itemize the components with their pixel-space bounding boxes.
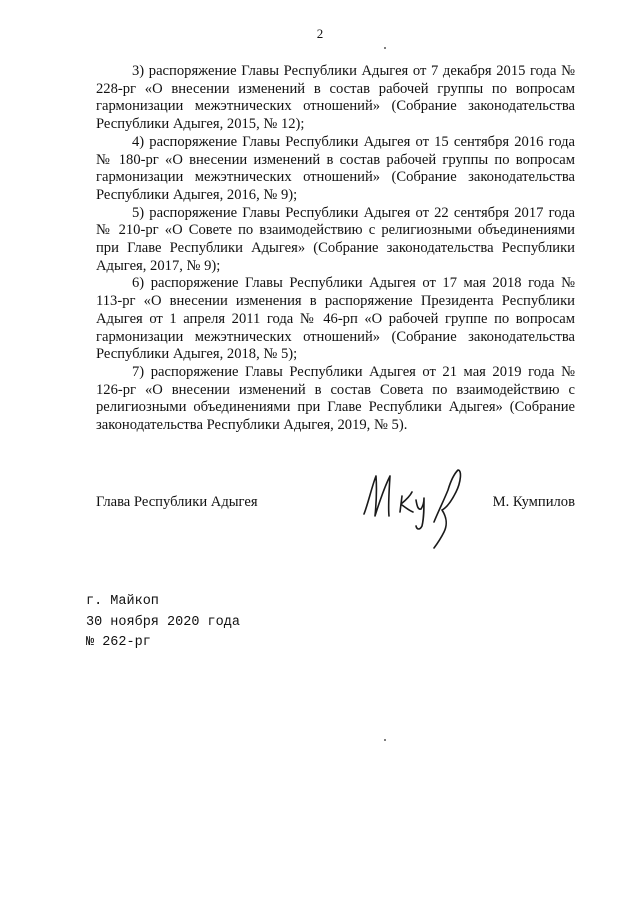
scan-speck [384, 739, 386, 741]
paragraph-item-4: 4) распоряжение Главы Республики Адыгея от 15 сентября 2016 года № 180-рг «О внесении изменений в состав рабочей группы по вопросам гармонизации межэтнических отношений» (Собрание законодательства Республики Адыгея, 2016, № 9); [96, 133, 575, 203]
signer-title: Глава Республики Адыгея [96, 494, 258, 510]
date-label: 30 ноября 2020 года [86, 614, 240, 630]
document-number: № 262-рг [86, 635, 151, 650]
page-number: 2 [316, 26, 324, 41]
signature-block [96, 494, 575, 514]
paragraph-item-3: 3) распоряжение Главы Республики Адыгея от 7 декабря 2015 года № 228-рг «О внесении изменений в состав рабочей группы по вопросам гармонизации межэтнических отношений» (Собрание законодательства Республики Адыгея, 2015, № 12); [96, 63, 575, 133]
paragraph-item-5: 5) распоряжение Главы Республики Адыгея от 22 сентября 2017 года № 210-рг «О Совете по взаимодействию с религиозными объединениями при Главе Республики Адыгея» (Собрание законодательства Республики Адыгея, 2017, № 9); [96, 204, 575, 274]
paragraph-item-7: 7) распоряжение Главы Республики Адыгея от 21 мая 2019 года № 126-рг «О внесении изменений в состав Совета по взаимодействию с религиозными объединениями при Главе Республики Адыгея» (Собрание законодательства Республики Адыгея, 2019, № 5). [96, 363, 575, 434]
city-label: г. Майкоп [86, 594, 159, 609]
scan-speck [384, 47, 386, 49]
document-body [96, 63, 575, 435]
signer-name: М. Кумпилов [492, 494, 575, 510]
handwritten-signature [358, 456, 478, 556]
paragraph-item-6: 6) распоряжение Главы Республики Адыгея от 17 мая 2018 года № 113-рг «О внесении изменения в распоряжение Президента Республики Адыгея от 1 апреля 2011 года № 46-рп «О рабочей группе по вопросам гармонизации межэтнических отношений» (Собрание законодательства Республики Адыгея, 2018, № 5); [96, 275, 575, 363]
document-footer [86, 592, 240, 654]
